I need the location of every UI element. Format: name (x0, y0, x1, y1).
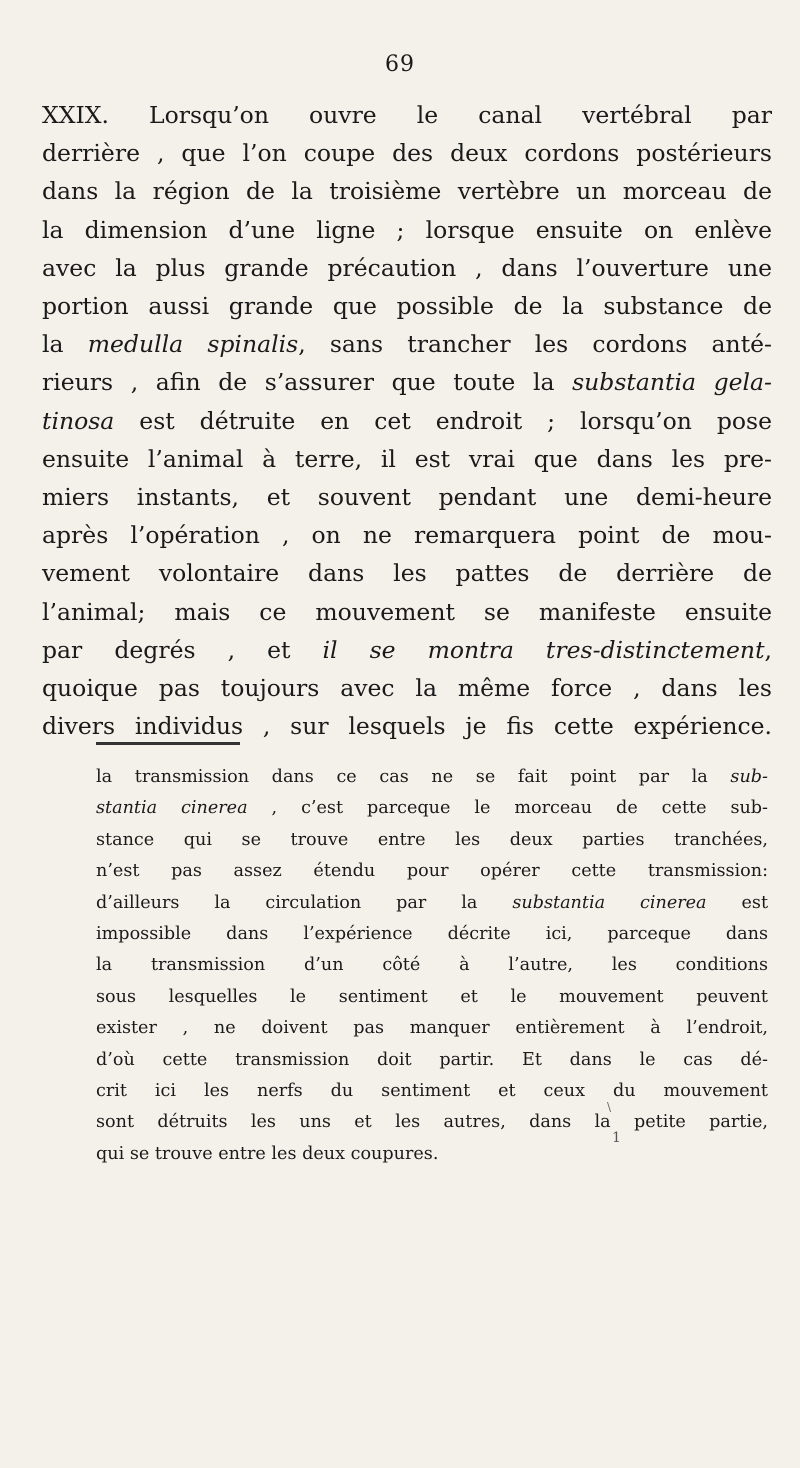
emphasis: il se montra tres-distinctement (322, 635, 765, 664)
text-run: par degrés , et (42, 635, 323, 664)
footnote-divider (96, 742, 240, 745)
text-line: derrière , que l’on coupe des deux cordons postérieurs (42, 139, 772, 168)
footnote-line: d’où cette transmission doit partir. Et dans le cas dé- (96, 1049, 768, 1070)
footnote-line: la transmission d’un côté à l’autre, les conditions (96, 955, 768, 976)
text-line: miers instants, et souvent pendant une demi-heure (42, 483, 772, 512)
footnote-line: impossible dans l’expérience décrite ici, parceque dans (96, 924, 768, 945)
footnote-line: crit ici les nerfs du sentiment et ceux du mouvement (96, 1081, 768, 1102)
footnote (96, 762, 768, 1170)
footnote-line (96, 793, 768, 824)
latin-term: substantia cinerea (512, 892, 707, 913)
text-run: est détruite en cet endroit ; lorsqu’on pose (114, 406, 772, 435)
footnote-line (96, 888, 768, 919)
latin-term: substantia gela- (572, 368, 772, 397)
text-line: avec la plus grande précaution , dans l’ouverture une (42, 253, 772, 282)
footnote-line: exister , ne doivent pas manquer entièrement à l’endroit, (96, 1018, 768, 1039)
latin-term: stantia cinerea (96, 798, 248, 819)
text-run: , sans trancher les cordons anté- (298, 330, 772, 359)
text-run: est (706, 892, 769, 913)
footnote-line (96, 762, 768, 793)
footnote-line: n’est pas assez étendu pour opérer cette transmission: (96, 861, 768, 882)
text-run: d’ailleurs la circulation par la (96, 892, 513, 913)
text-line: XXIX. Lorsqu’on ouvre le canal vertébral par (42, 101, 772, 129)
text-line: ensuite l’animal à terre, il est vrai que dans les pre- (42, 444, 772, 473)
text-line (42, 363, 772, 401)
text-line: vement volontaire dans les pattes de derrière de (42, 559, 772, 588)
signature-mark: 1 (612, 1130, 621, 1146)
text-line: divers individus , sur lesquels je fis cette expérience. (42, 712, 772, 741)
page-number: 69 (385, 52, 415, 77)
text-line (42, 325, 772, 363)
text-line: quoique pas toujours avec la même force , dans les (42, 674, 772, 703)
text-run: la transmission dans ce cas ne se fait point par la (96, 767, 731, 787)
text-line: l’animal; mais ce mouvement se manifeste ensuite (42, 597, 772, 626)
footnote-line: sous lesquelles le sentiment et le mouvement peuvent (96, 986, 768, 1007)
text-run: la (42, 330, 88, 359)
text-line: dans la région de la troisième vertèbre un morceau de (42, 177, 772, 206)
text-line: portion aussi grande que possible de la substance de (42, 292, 772, 321)
text-line (42, 631, 772, 669)
latin-term: tinosa (42, 406, 115, 435)
text-line: après l’opération , on ne remarquera point de mou- (42, 521, 772, 550)
text-run: , (764, 635, 772, 664)
footnote-line: stance qui se trouve entre les deux parties tranchées, (96, 829, 768, 850)
stray-mark: \ (607, 1100, 612, 1114)
latin-term: medulla spinalis (87, 330, 299, 359)
main-paragraph (42, 96, 772, 745)
footnote-line: qui se trouve entre les deux coupures. (96, 1143, 439, 1164)
footnote-line: sont détruits les uns et les autres, dans la petite partie, (96, 1112, 768, 1133)
text-run: , c’est parceque le morceau de cette sub- (247, 798, 769, 819)
text-line: la dimension d’une ligne ; lorsque ensuite on enlève (42, 215, 772, 244)
latin-term: sub- (730, 767, 768, 787)
text-line (42, 402, 772, 440)
text-run: rieurs , afin de s’assurer que toute la (42, 368, 573, 397)
